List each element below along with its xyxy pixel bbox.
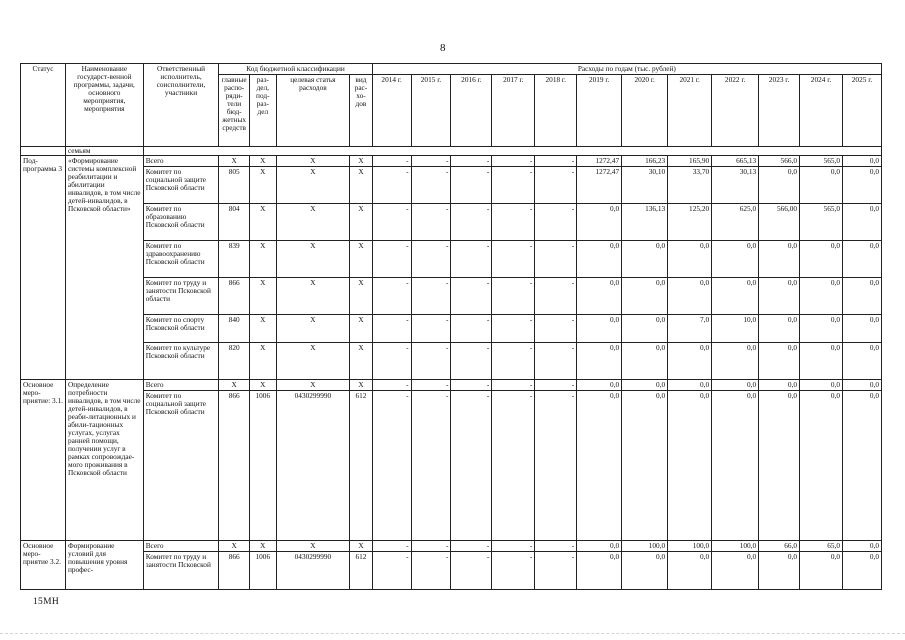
year-value-cell: 0,0 — [800, 315, 843, 343]
year-value-cell: 0,0 — [759, 167, 800, 204]
year-value-cell: 0,0 — [712, 552, 759, 590]
year-value-cell: 0,0 — [842, 278, 881, 315]
responsible-cell: Комитет по спорту Псковской области — [143, 315, 219, 343]
year-value-cell: - — [451, 552, 492, 590]
gr-cell: 866 — [219, 552, 250, 590]
year-value-cell: 10,0 — [712, 315, 759, 343]
year-value-cell: - — [492, 343, 535, 380]
year-value-cell: - — [492, 278, 535, 315]
csr-cell: X — [276, 278, 350, 315]
year-value-cell: 0,0 — [668, 241, 712, 278]
year-value-cell: 0,0 — [577, 278, 622, 315]
continued-row — [21, 147, 882, 156]
header-budget-code: Код бюджетной классификации — [219, 64, 372, 75]
header-year: 2021 г. — [668, 75, 712, 147]
budget-table — [20, 63, 882, 590]
year-value-cell: 0,0 — [577, 552, 622, 590]
header-year: 2019 г. — [577, 75, 622, 147]
year-value-cell: 100,0 — [668, 541, 712, 552]
year-value-cell: - — [535, 552, 577, 590]
gr-cell: X — [219, 541, 250, 552]
year-value-cell: 0,0 — [842, 391, 881, 541]
year-value-cell: 0,0 — [842, 241, 881, 278]
gr-cell: X — [219, 156, 250, 167]
year-value-cell: 0,0 — [800, 391, 843, 541]
year-value-cell: - — [535, 541, 577, 552]
gr-cell: 866 — [219, 278, 250, 315]
year-value-cell: - — [535, 204, 577, 241]
csr-cell: X — [276, 241, 350, 278]
year-value-cell: - — [492, 541, 535, 552]
year-value-cell: 66,0 — [759, 541, 800, 552]
year-value-cell: 0,0 — [668, 380, 712, 391]
responsible-cell: Комитет по труду и занятости Псковской области — [143, 278, 219, 315]
rz-cell: X — [250, 156, 277, 167]
year-value-cell: 0,0 — [759, 278, 800, 315]
year-value-cell: - — [492, 241, 535, 278]
header-year: 2015 г. — [411, 75, 451, 147]
header-gr: главные распо-ряди-тели бюд-жетных средств — [219, 75, 250, 147]
rz-cell: X — [250, 541, 277, 552]
year-value-cell: - — [372, 204, 411, 241]
vr-cell: X — [350, 156, 373, 167]
year-value-cell: - — [372, 380, 411, 391]
year-value-cell: - — [535, 343, 577, 380]
header-year: 2024 г. — [800, 75, 843, 147]
year-value-cell: 0,0 — [842, 156, 881, 167]
year-value-cell: 565,0 — [800, 204, 843, 241]
year-value-cell: 0,0 — [622, 278, 668, 315]
year-value-cell: 0,0 — [712, 241, 759, 278]
year-value-cell: 0,0 — [668, 343, 712, 380]
year-value-cell: 0,0 — [668, 552, 712, 590]
year-value-cell: 625,0 — [712, 204, 759, 241]
footer-code: 15МН — [33, 597, 60, 607]
table-row — [21, 343, 882, 380]
gr-cell: 839 — [219, 241, 250, 278]
responsible-cell: Комитет по здравоохранению Псковской области — [143, 241, 219, 278]
header-expenses: Расходы по годам (тыс. рублей) — [372, 64, 881, 75]
csr-cell: X — [276, 343, 350, 380]
year-value-cell: - — [535, 241, 577, 278]
year-value-cell: 0,0 — [842, 167, 881, 204]
year-value-cell: - — [451, 315, 492, 343]
name-cell: Формирование условий для повышения уровня профес- — [65, 541, 143, 590]
year-value-cell: - — [535, 167, 577, 204]
year-value-cell: 0,0 — [577, 380, 622, 391]
year-value-cell: - — [535, 380, 577, 391]
responsible-cell: Комитет по социальной защите Псковской области — [143, 391, 219, 541]
year-value-cell: 1272,47 — [577, 167, 622, 204]
year-value-cell: 0,0 — [577, 315, 622, 343]
year-value-cell: 1272,47 — [577, 156, 622, 167]
year-value-cell: - — [372, 391, 411, 541]
vr-cell: 612 — [350, 552, 373, 590]
year-value-cell: - — [451, 391, 492, 541]
year-value-cell: 33,70 — [668, 167, 712, 204]
year-value-cell: - — [451, 541, 492, 552]
year-value-cell: - — [492, 204, 535, 241]
year-value-cell: - — [372, 278, 411, 315]
year-value-cell: - — [451, 167, 492, 204]
table-body — [21, 156, 882, 590]
table-row — [21, 167, 882, 204]
csr-cell: X — [276, 541, 350, 552]
gr-cell: X — [219, 380, 250, 391]
year-value-cell: - — [411, 380, 451, 391]
continued-text: семьям — [65, 147, 143, 156]
csr-cell: 0430299990 — [276, 391, 350, 541]
table-row — [21, 315, 882, 343]
year-value-cell: - — [372, 541, 411, 552]
year-value-cell: - — [411, 391, 451, 541]
year-value-cell: 0,0 — [759, 380, 800, 391]
responsible-cell: Комитет по труду и занятости Псковской — [143, 552, 219, 590]
responsible-cell: Комитет по социальной защите Псковской области — [143, 167, 219, 204]
gr-cell: 804 — [219, 204, 250, 241]
csr-cell: X — [276, 315, 350, 343]
year-value-cell: - — [372, 552, 411, 590]
year-value-cell: 0,0 — [759, 391, 800, 541]
year-value-cell: 0,0 — [622, 315, 668, 343]
responsible-cell: Всего — [143, 541, 219, 552]
page-number: 8 — [440, 42, 446, 54]
year-value-cell: - — [535, 315, 577, 343]
year-value-cell: - — [492, 380, 535, 391]
csr-cell: X — [276, 380, 350, 391]
vr-cell: X — [350, 380, 373, 391]
vr-cell: X — [350, 167, 373, 204]
vr-cell: 612 — [350, 391, 373, 541]
year-value-cell: 100,0 — [712, 541, 759, 552]
gr-cell: 805 — [219, 167, 250, 204]
rz-cell: X — [250, 204, 277, 241]
year-value-cell: 0,0 — [759, 343, 800, 380]
year-value-cell: 0,0 — [577, 204, 622, 241]
header-year: 2025 г. — [842, 75, 881, 147]
year-value-cell: 125,20 — [668, 204, 712, 241]
table-row — [21, 552, 882, 590]
vr-cell: X — [350, 204, 373, 241]
csr-cell: X — [276, 156, 350, 167]
responsible-cell: Всего — [143, 156, 219, 167]
year-value-cell: - — [451, 278, 492, 315]
header-row-1 — [21, 64, 882, 75]
year-value-cell: 7,0 — [668, 315, 712, 343]
vr-cell: X — [350, 315, 373, 343]
year-value-cell: 0,0 — [712, 391, 759, 541]
status-cell: Основное меро-приятие: 3.1. — [21, 380, 66, 541]
year-value-cell: - — [372, 343, 411, 380]
year-value-cell: 0,0 — [668, 391, 712, 541]
rz-cell: X — [250, 241, 277, 278]
year-value-cell: - — [451, 156, 492, 167]
year-value-cell: 0,0 — [800, 241, 843, 278]
year-value-cell: - — [535, 391, 577, 541]
responsible-cell: Комитет по культуре Псковской области — [143, 343, 219, 380]
gr-cell: 820 — [219, 343, 250, 380]
year-value-cell: 0,0 — [800, 343, 843, 380]
year-value-cell: 0,0 — [842, 380, 881, 391]
table-row — [21, 204, 882, 241]
header-csr: целевая статья расходов — [276, 75, 350, 147]
year-value-cell: 665,13 — [712, 156, 759, 167]
year-value-cell: - — [411, 315, 451, 343]
header-year: 2016 г. — [451, 75, 492, 147]
year-value-cell: 0,0 — [759, 315, 800, 343]
year-value-cell: 0,0 — [759, 552, 800, 590]
responsible-cell: Всего — [143, 380, 219, 391]
year-value-cell: 0,0 — [800, 552, 843, 590]
year-value-cell: 166,23 — [622, 156, 668, 167]
status-cell: Под-программа 3 — [21, 156, 66, 380]
year-value-cell: - — [535, 156, 577, 167]
year-value-cell: 0,0 — [712, 380, 759, 391]
vr-cell: X — [350, 343, 373, 380]
year-value-cell: - — [411, 241, 451, 278]
year-value-cell: 136,13 — [622, 204, 668, 241]
name-cell: «Формирование системы комплексной реабилитации и абилитации инвалидов, в том числе детей-инвалидов, в Псковской области» — [65, 156, 143, 380]
rz-cell: X — [250, 278, 277, 315]
year-value-cell: - — [451, 241, 492, 278]
table-row — [21, 156, 882, 167]
year-value-cell: 0,0 — [622, 343, 668, 380]
year-value-cell: 0,0 — [842, 343, 881, 380]
header-year: 2018 г. — [535, 75, 577, 147]
rz-cell: X — [250, 343, 277, 380]
year-value-cell: 165,90 — [668, 156, 712, 167]
year-value-cell: - — [535, 278, 577, 315]
vr-cell: X — [350, 241, 373, 278]
table-row — [21, 380, 882, 391]
year-value-cell: - — [411, 552, 451, 590]
year-value-cell: 100,0 — [622, 541, 668, 552]
header-rz: раз-дел, под-раз-дел — [250, 75, 277, 147]
rz-cell: 1006 — [250, 552, 277, 590]
year-value-cell: - — [411, 204, 451, 241]
vr-cell: X — [350, 278, 373, 315]
year-value-cell: 0,0 — [842, 204, 881, 241]
header-year: 2014 г. — [372, 75, 411, 147]
csr-cell: 0430299990 — [276, 552, 350, 590]
year-value-cell: 0,0 — [842, 315, 881, 343]
year-value-cell: 65,0 — [800, 541, 843, 552]
year-value-cell: - — [372, 156, 411, 167]
year-value-cell: 0,0 — [800, 380, 843, 391]
year-value-cell: - — [492, 167, 535, 204]
csr-cell: X — [276, 167, 350, 204]
header-vr: вид рас-хо-дов — [350, 75, 373, 147]
header-name: Наименование государст-венной программы, задачи, основного мероприятия, мероприятия — [65, 64, 143, 147]
year-value-cell: - — [451, 380, 492, 391]
year-value-cell: 0,0 — [577, 343, 622, 380]
year-value-cell: 0,0 — [622, 380, 668, 391]
year-value-cell: - — [492, 315, 535, 343]
table-row — [21, 278, 882, 315]
csr-cell: X — [276, 204, 350, 241]
year-value-cell: - — [492, 156, 535, 167]
year-value-cell: - — [411, 541, 451, 552]
year-value-cell: - — [451, 204, 492, 241]
year-value-cell: 0,0 — [712, 343, 759, 380]
name-cell: Определение потребности инвалидов, в том числе детей-инвалидов, в реаби-литационных и абили-тационных услугах, услугах ранней помощи, получении услуг в рамках сопровождае-мого проживания в Псковской области — [65, 380, 143, 541]
year-value-cell: 565,0 — [800, 156, 843, 167]
rz-cell: X — [250, 380, 277, 391]
header-year: 2023 г. — [759, 75, 800, 147]
header-status: Статус — [21, 64, 66, 147]
year-value-cell: 566,0 — [759, 156, 800, 167]
year-value-cell: - — [492, 391, 535, 541]
year-value-cell: 0,0 — [577, 541, 622, 552]
header-year: 2022 г. — [712, 75, 759, 147]
year-value-cell: 0,0 — [622, 552, 668, 590]
gr-cell: 866 — [219, 391, 250, 541]
year-value-cell: 30,10 — [622, 167, 668, 204]
year-value-cell: 30,13 — [712, 167, 759, 204]
year-value-cell: - — [492, 552, 535, 590]
year-value-cell: - — [372, 167, 411, 204]
year-value-cell: - — [411, 343, 451, 380]
year-value-cell: - — [411, 156, 451, 167]
scan-edge-line — [0, 633, 905, 636]
header-responsible: Ответственный исполнитель, соисполнители, участники — [143, 64, 219, 147]
year-value-cell: 0,0 — [800, 167, 843, 204]
year-value-cell: 0,0 — [842, 541, 881, 552]
year-value-cell: 0,0 — [668, 278, 712, 315]
responsible-cell: Комитет по образованию Псковской области — [143, 204, 219, 241]
year-value-cell: - — [411, 278, 451, 315]
year-value-cell: 0,0 — [842, 552, 881, 590]
rz-cell: X — [250, 315, 277, 343]
year-value-cell: 0,0 — [800, 278, 843, 315]
year-value-cell: 0,0 — [622, 391, 668, 541]
table-row — [21, 541, 882, 552]
year-value-cell: - — [451, 343, 492, 380]
table-row — [21, 391, 882, 541]
header-year: 2020 г. — [622, 75, 668, 147]
rz-cell: X — [250, 167, 277, 204]
gr-cell: 840 — [219, 315, 250, 343]
year-value-cell: 0,0 — [712, 278, 759, 315]
year-value-cell: 566,00 — [759, 204, 800, 241]
status-cell: Основное меро-приятие 3.2. — [21, 541, 66, 590]
vr-cell: X — [350, 541, 373, 552]
year-value-cell: - — [372, 241, 411, 278]
year-value-cell: 0,0 — [577, 241, 622, 278]
header-year: 2017 г. — [492, 75, 535, 147]
year-value-cell: 0,0 — [622, 241, 668, 278]
rz-cell: 1006 — [250, 391, 277, 541]
table-row — [21, 241, 882, 278]
year-value-cell: 0,0 — [759, 241, 800, 278]
year-value-cell: - — [372, 315, 411, 343]
year-value-cell: - — [411, 167, 451, 204]
year-value-cell: 0,0 — [577, 391, 622, 541]
